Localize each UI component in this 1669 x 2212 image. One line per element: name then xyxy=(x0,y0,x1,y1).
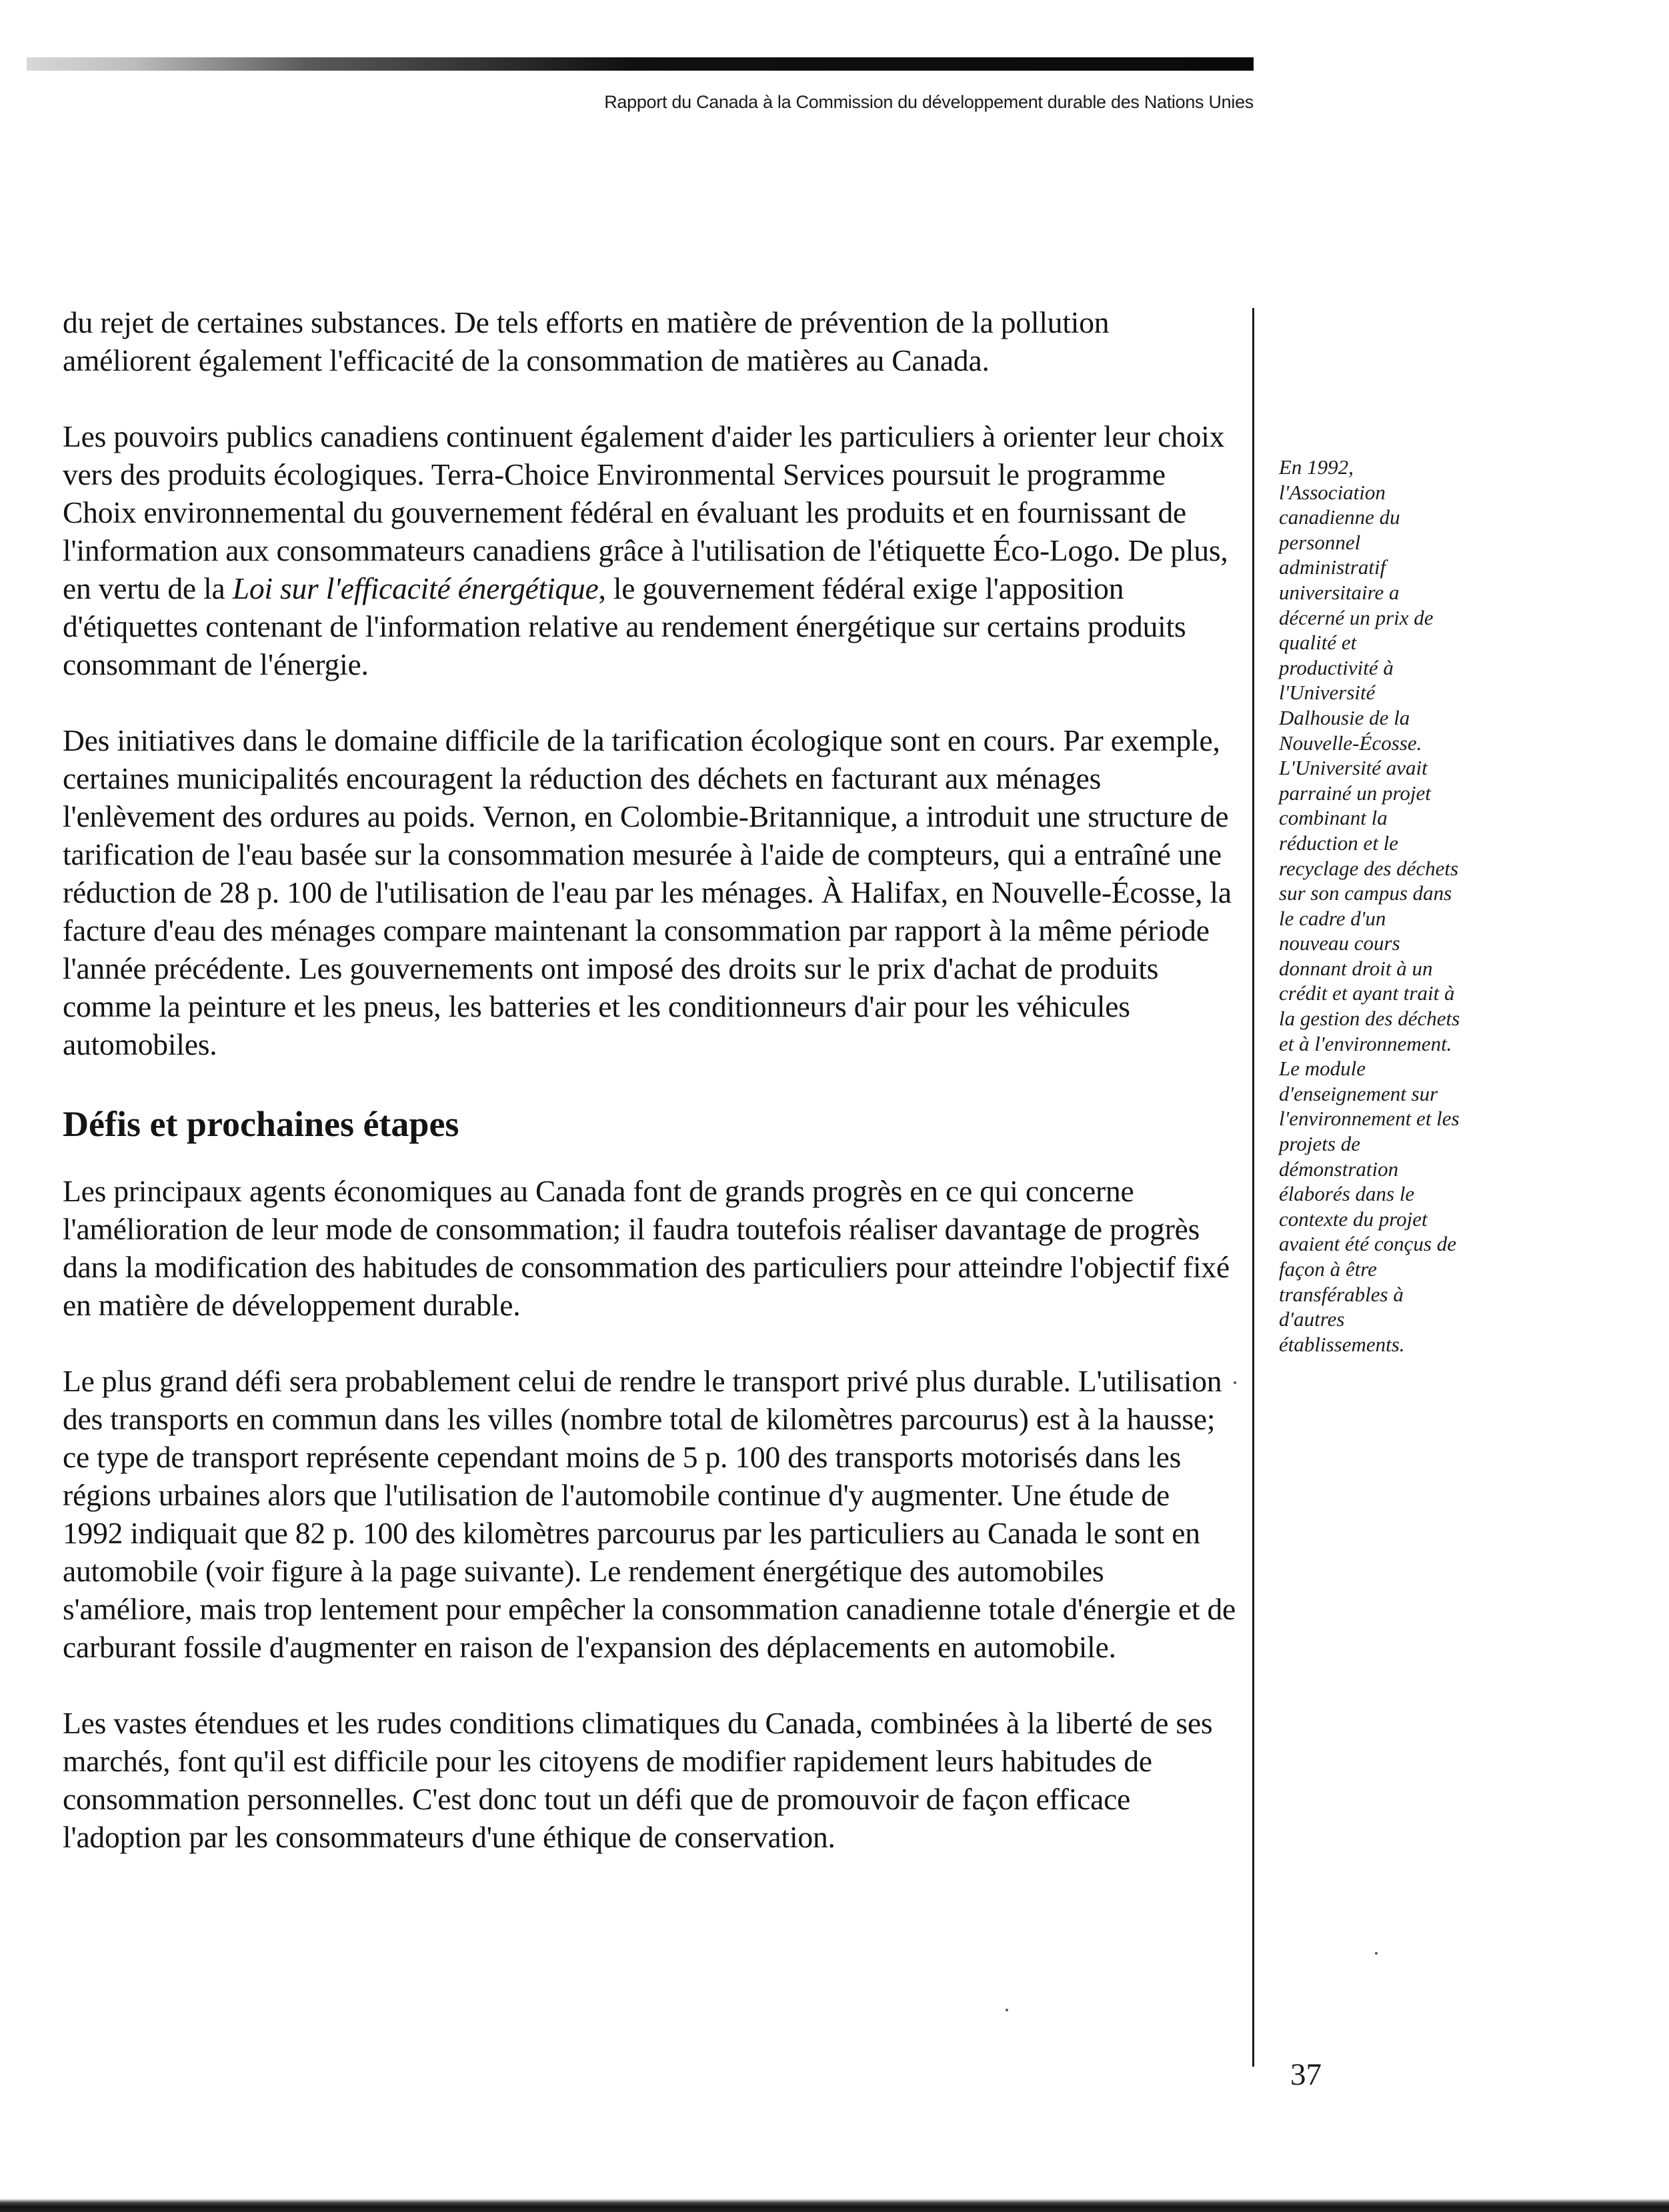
header-rule xyxy=(27,57,1254,71)
page-number: 37 xyxy=(1290,2057,1322,2092)
sidebar-line: En 1992, xyxy=(1279,455,1354,479)
sidebar-line: sur son campus dans xyxy=(1279,881,1452,905)
paragraph: Les pouvoirs publics canadiens continuent également d'aider les particuliers à orienter leur choix vers des produits écologiques. Terra-Choice Environmental Services poursuit le programme Choix environnemental du gouvernement fédéral en évaluant les produits et en fournissant de l'information aux consommateurs canadiens grâce à l'utilisation de l'étiquette Éco-Logo. De plus, en vertu de la Loi sur l'efficacité énergétique, le gouvernement fédéral exige l'apposition d'étiquettes contenant de l'information relative au rendement énergétique sur certains produits consommant de l'énergie. xyxy=(63,419,1228,681)
sidebar-line: transférables à xyxy=(1279,1282,1404,1306)
sidebar-line: démonstration xyxy=(1279,1157,1399,1181)
sidebar-line: élaborés dans le xyxy=(1279,1182,1415,1206)
sidebar-line: personnel xyxy=(1279,530,1361,554)
sidebar-line: la gestion des déchets xyxy=(1279,1007,1460,1031)
sidebar-line: parrainé un projet xyxy=(1279,781,1431,805)
paragraph: Des initiatives dans le domaine difficile de la tarification écologique sont en cours. Par exemple, certaines municipalités encouragent la réduction des déchets en facturant aux ménages l'enlèvement des ordures au poids. Vernon, en Colombie-Britannique, a introduit une structure de tarification de l'eau basée sur la consommation mesurée à l'aide de compteurs, qui a entraîné une réduction de 28 p. 100 de l'utilisation de l'eau par les ménages. À Halifax, en Nouvelle-Écosse, la facture d'eau des ménages compare maintenant la consommation par rapport à la même période l'année précédente. Les gouvernements ont imposé des droits sur le prix d'achat de produits comme la peinture et les pneus, les batteries et les conditionneurs d'air pour les véhicules automobiles. xyxy=(63,723,1232,1061)
sidebar-line: avaient été conçus de xyxy=(1279,1232,1456,1256)
column-divider xyxy=(1252,308,1254,2067)
running-header: Rapport du Canada à la Commission du développement durable des Nations Unies xyxy=(604,92,1254,112)
sidebar-line: Le module xyxy=(1279,1057,1366,1081)
scan-speck xyxy=(1375,1952,1378,1955)
sidebar-line: recyclage des déchets xyxy=(1279,856,1459,880)
sidebar-line: crédit et ayant trait à xyxy=(1279,981,1455,1005)
sidebar-line: façon à être xyxy=(1279,1257,1377,1281)
sidebar-line: projets de xyxy=(1279,1132,1360,1156)
paragraph: Les principaux agents économiques au Canada font de grands progrès en ce qui concerne l'amélioration de leur mode de consommation; il faudra toutefois réaliser davantage de progrès dans la modification des habitudes de consommation des particuliers pour atteindre l'objectif fixé en matière de développement durable. xyxy=(63,1174,1230,1322)
sidebar-line: combinant la xyxy=(1279,806,1388,830)
sidebar-line: et à l'environnement. xyxy=(1279,1031,1452,1055)
footer-rule xyxy=(0,2199,1669,2212)
sidebar-line: donnant droit à un xyxy=(1279,956,1433,980)
scan-speck xyxy=(1006,2009,1008,2011)
sidebar-line: l'environnement et les xyxy=(1279,1107,1460,1131)
sidebar-line: L'Université avait xyxy=(1279,756,1428,780)
sidebar-line: productivité à xyxy=(1279,655,1394,679)
sidebar-line: contexte du projet xyxy=(1279,1207,1428,1231)
sidebar-line: l'Université xyxy=(1279,681,1376,705)
sidebar-line: le cadre d'un xyxy=(1279,906,1386,930)
scan-speck xyxy=(1234,1381,1236,1384)
sidebar-line: universitaire a xyxy=(1279,580,1400,604)
sidebar-line: d'enseignement sur xyxy=(1279,1081,1438,1105)
sidebar-line: l'Association xyxy=(1279,480,1386,504)
sidebar-line: administratif xyxy=(1279,555,1386,579)
sidebar-line: qualité et xyxy=(1279,631,1357,655)
sidebar-line: réduction et le xyxy=(1279,831,1399,855)
sidebar-line: décerné un prix de xyxy=(1279,605,1434,629)
sidebar-note xyxy=(1279,455,1506,1357)
paragraph: du rejet de certaines substances. De tels efforts en matière de prévention de la pollution améliorent également l'efficacité de la consommation de matières au Canada. xyxy=(63,305,1110,377)
section-heading: Défis et prochaines étapes xyxy=(63,1104,459,1144)
main-column xyxy=(63,303,1236,1856)
sidebar-line: Dalhousie de la xyxy=(1279,705,1410,729)
sidebar-line: nouveau cours xyxy=(1279,931,1400,955)
paragraph: Les vastes étendues et les rudes conditions climatiques du Canada, combinées à la liberté de ses marchés, font qu'il est difficile pour les citoyens de modifier rapidement leurs habitudes de consommation personnelles. C'est donc tout un défi que de promouvoir de façon efficace l'adoption par les consommateurs d'une éthique de conservation. xyxy=(63,1706,1213,1854)
paragraph: Le plus grand défi sera probablement celui de rendre le transport privé plus durable. L'utilisation des transports en commun dans les villes (nombre total de kilomètres parcourus) est à la hausse; ce type de transport représente cependant moins de 5 p. 100 des transports motorisés dans les régions urbaines alors que l'utilisation de l'automobile continue d'y augmenter. Une étude de 1992 indiquait que 82 p. 100 des kilomètres parcourus par les particuliers au Canada le sont en automobile (voir figure à la page suivante). Le rendement énergétique des automobiles s'améliore, mais trop lentement pour empêcher la consommation canadienne totale d'énergie et de carburant fossile d'augmenter en raison de l'expansion des déplacements en automobile. xyxy=(63,1364,1236,1664)
sidebar-line: d'autres xyxy=(1279,1307,1345,1331)
sidebar-line: établissements. xyxy=(1279,1332,1405,1356)
sidebar-line: canadienne du xyxy=(1279,505,1400,529)
sidebar-line: Nouvelle-Écosse. xyxy=(1279,731,1422,755)
